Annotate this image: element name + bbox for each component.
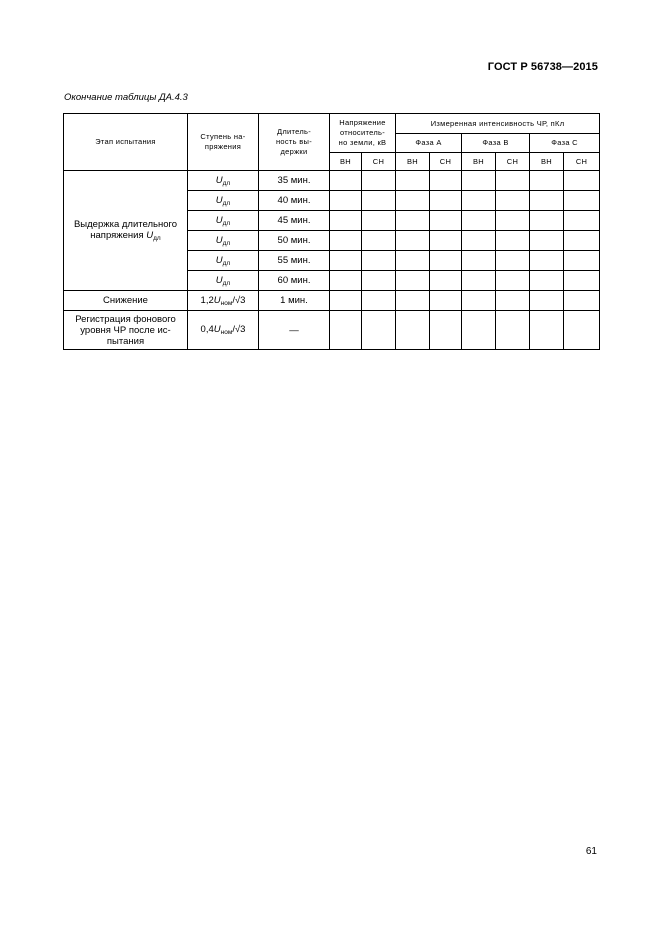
- duration-cell: 1 мин.: [259, 291, 330, 311]
- voltage-step-cell: $U_{дл}$: [188, 271, 259, 291]
- header-sn: СН: [362, 153, 396, 171]
- header-sn: СН: [430, 153, 462, 171]
- header-vn: ВН: [462, 153, 496, 171]
- header-vn: ВН: [330, 153, 362, 171]
- duration-cell: 50 мин.: [259, 231, 330, 251]
- header-vn: ВН: [530, 153, 564, 171]
- table-row: [64, 311, 600, 350]
- duration-cell: 55 мин.: [259, 251, 330, 271]
- header-phase-c: Фаза С: [530, 134, 600, 153]
- standard-code: ГОСТ Р 56738—2015: [487, 61, 598, 73]
- table-row: [64, 171, 600, 191]
- duration-cell: 40 мин.: [259, 191, 330, 211]
- voltage-step-cell: $U_{дл}$: [188, 171, 259, 191]
- table-caption: Окончание таблицы ДА.4.3: [64, 92, 188, 103]
- voltage-step-cell: $0,4U_{ном}/√3$: [188, 311, 259, 350]
- duration-cell: 60 мин.: [259, 271, 330, 291]
- header-phase-a: Фаза А: [396, 134, 462, 153]
- header-measured-pd: Измеренная интенсивность ЧР, пКл: [396, 114, 600, 134]
- stage-background-cell: Регистрация фонового уровня ЧР после ис- пытания: [64, 311, 188, 350]
- voltage-step-cell: $U_{дл}$: [188, 191, 259, 211]
- header-phase-b: Фаза В: [462, 134, 530, 153]
- test-results-table: [63, 113, 600, 350]
- voltage-step-cell: $U_{дл}$: [188, 251, 259, 271]
- table-row: [64, 291, 600, 311]
- header-earth-voltage: Напряжение относитель- но земли, кВ: [330, 114, 396, 153]
- duration-cell: —: [259, 311, 330, 350]
- voltage-step-cell: $U_{дл}$: [188, 231, 259, 251]
- header-duration: Длитель- ность вы- держки: [259, 114, 330, 171]
- header-voltage-step: Ступень на- пряжения: [188, 114, 259, 171]
- header-sn: СН: [564, 153, 600, 171]
- voltage-step-cell: $U_{дл}$: [188, 211, 259, 231]
- header-vn: ВН: [396, 153, 430, 171]
- stage-reduction-cell: Снижение: [64, 291, 188, 311]
- duration-cell: 35 мин.: [259, 171, 330, 191]
- header-sn: СН: [496, 153, 530, 171]
- header-stage: Этап испытания: [64, 114, 188, 171]
- duration-cell: 45 мин.: [259, 211, 330, 231]
- page-number: 61: [585, 846, 597, 857]
- voltage-step-cell: $1,2U_{ном}/√3$: [188, 291, 259, 311]
- stage-hold-cell: Выдержка длительного напряжения $U_{дл}$: [64, 171, 188, 291]
